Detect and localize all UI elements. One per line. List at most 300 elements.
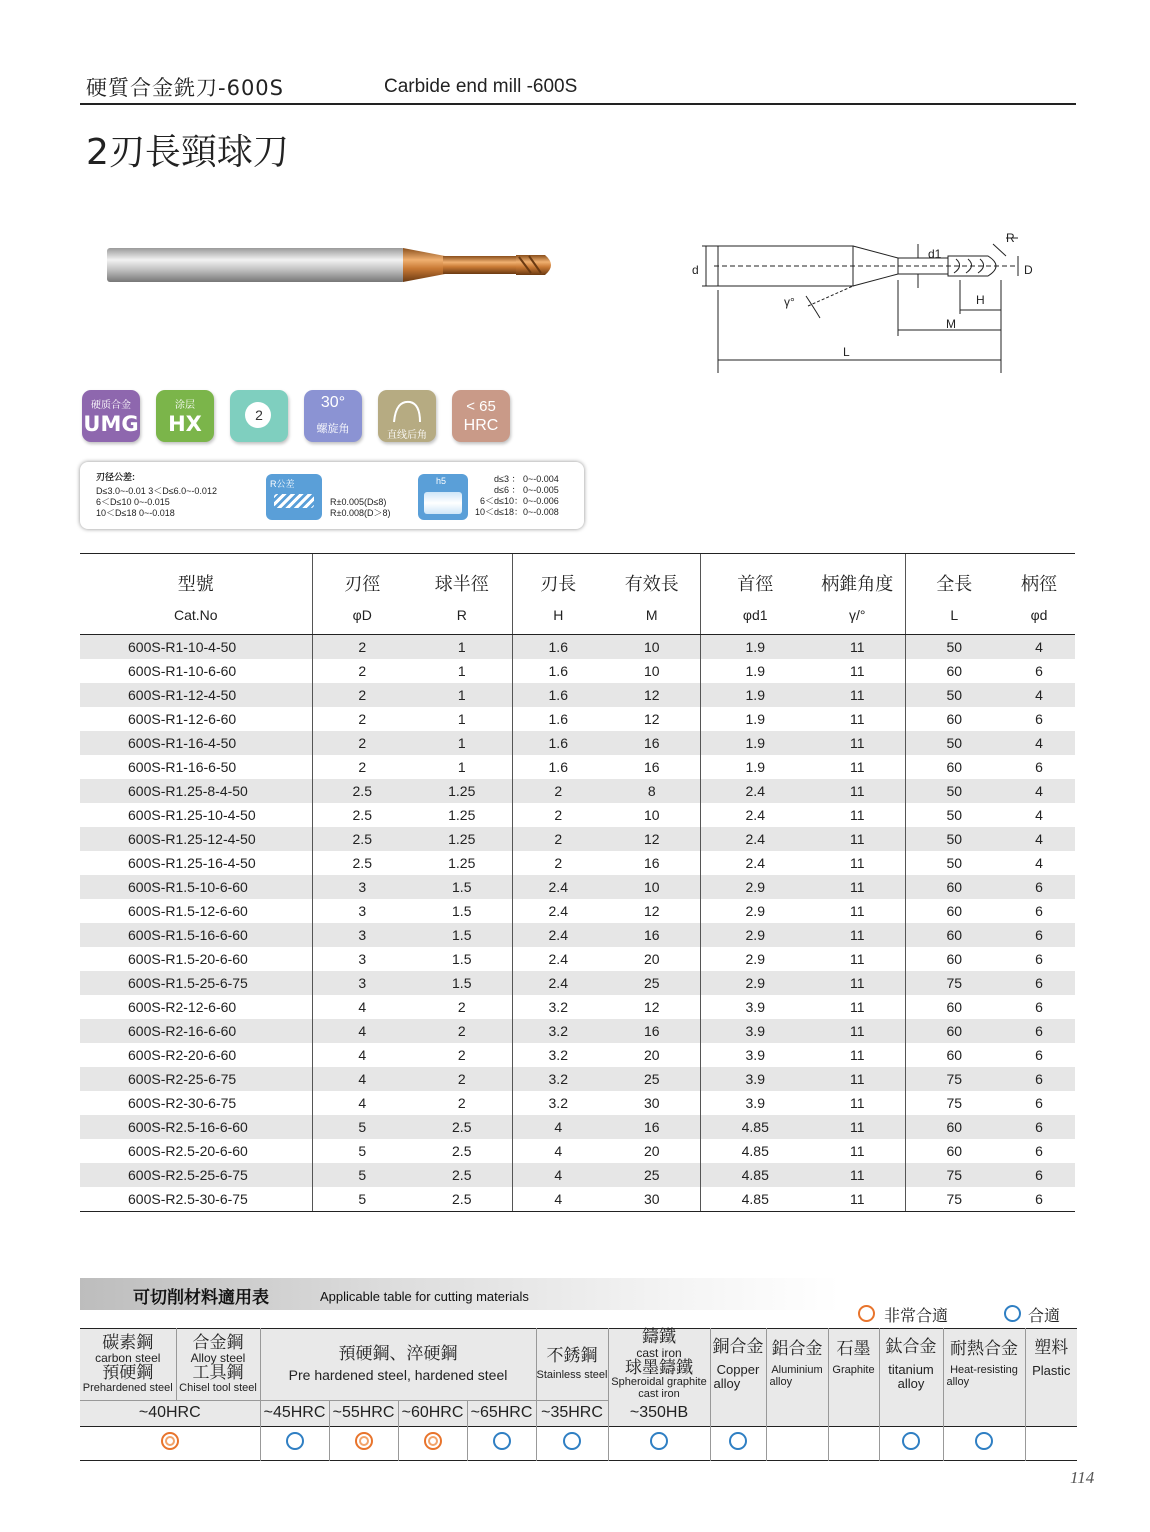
spec-cell: 11 xyxy=(810,683,905,707)
spec-cell: 20 xyxy=(643,1047,660,1063)
spec-cell: 20 xyxy=(643,951,660,967)
spec-cell: 2.5 xyxy=(412,1163,512,1187)
spec-cell: 6 xyxy=(1035,1095,1043,1111)
spec-cell: 1 xyxy=(412,635,512,660)
rating-cell xyxy=(329,1427,398,1461)
spec-cell: 4 xyxy=(1003,731,1075,755)
header-effective-length-en: M xyxy=(604,596,700,635)
header-ball-radius-en: R xyxy=(412,596,512,635)
cat-no-cell: 600S-R1.5-10-6-60 xyxy=(80,875,312,899)
spec-cell: 50 xyxy=(905,803,1003,827)
spec-cell: 6 xyxy=(1003,971,1075,995)
spec-cell: 1.25 xyxy=(448,807,476,823)
header-overall-length-cn: 全長 xyxy=(905,554,1003,597)
spec-cell: 11 xyxy=(849,1095,865,1111)
tolerance-line: 6＜D≤10 0~-0.015 xyxy=(96,497,170,507)
tolerance-panel xyxy=(80,462,584,529)
specification-table xyxy=(80,553,1075,1212)
spec-cell: 12 xyxy=(604,683,700,707)
rating-cell xyxy=(536,1427,608,1461)
spec-cell: 2 xyxy=(312,635,412,660)
hardness-60: ~60HRC xyxy=(398,1401,467,1427)
tool-steel-cn: 工具鋼 xyxy=(192,1363,244,1384)
header-shank-dia-en: φd xyxy=(1003,596,1075,635)
spec-cell: 60 xyxy=(905,1115,1003,1139)
spec-cell: 12 xyxy=(643,711,660,727)
table-row xyxy=(80,1187,1075,1212)
spec-cell: 4 xyxy=(512,1115,604,1139)
spec-cell: 2.4 xyxy=(512,899,604,923)
spec-cell: 4 xyxy=(312,995,412,1019)
spec-cell: 50 xyxy=(905,779,1003,803)
hardness-45: ~45HRC xyxy=(260,1401,329,1427)
table-row xyxy=(80,851,1075,875)
hardness-65: ~65HRC xyxy=(467,1401,536,1427)
spec-cell: 3.2 xyxy=(512,995,604,1019)
header-title-en: Carbide end mill -600S xyxy=(384,76,578,97)
spec-cell: 3.9 xyxy=(700,1067,810,1091)
spec-cell: 1.25 xyxy=(412,779,512,803)
spec-cell: 16 xyxy=(643,759,660,775)
header-neck-dia-cn: 首徑 xyxy=(700,554,810,597)
h5-tolerance-line: d≤6 ： 0~-0.005 xyxy=(494,485,559,495)
cat-no-cell: 600S-R1-10-6-60 xyxy=(128,663,237,679)
spec-cell: 6 xyxy=(1035,951,1043,967)
spec-cell: 1.25 xyxy=(412,827,512,851)
cast-iron-cn: 鑄鐵 xyxy=(642,1327,676,1348)
spec-cell: 1 xyxy=(457,663,466,679)
cat-no-cell: 600S-R1.25-12-4-50 xyxy=(80,827,312,851)
table-row xyxy=(80,923,1075,947)
ductile-iron-en: Spheroidal graphite xyxy=(611,1376,707,1389)
stainless-en: Stainless steel xyxy=(536,1368,608,1381)
spec-cell: 4 xyxy=(312,1091,412,1115)
header-neck-dia-en: φd1 xyxy=(700,596,810,635)
spec-cell: 3 xyxy=(312,947,412,971)
spec-cell: 12 xyxy=(604,827,700,851)
spec-cell: 60 xyxy=(905,659,1003,683)
cat-no-cell: 600S-R1-12-6-60 xyxy=(128,711,237,727)
spec-cell: 2.4 xyxy=(700,851,810,875)
spec-cell: 30 xyxy=(604,1187,700,1212)
spec-cell: 6 xyxy=(1035,903,1043,919)
table-row xyxy=(80,755,1075,779)
spec-cell: 11 xyxy=(849,855,865,871)
spec-cell: 1 xyxy=(457,711,466,727)
spec-cell: 2 xyxy=(512,851,604,875)
ductile-iron-cn: 球墨鑄鐵 xyxy=(625,1357,693,1378)
spec-cell: 4 xyxy=(512,1139,604,1163)
table-row xyxy=(80,899,1075,923)
spec-cell: 2.5 xyxy=(412,1115,512,1139)
spec-cell: 50 xyxy=(905,635,1003,660)
rating-cell xyxy=(467,1427,536,1461)
badge-hardness: < 65 HRC xyxy=(452,390,510,442)
dim-d1-label: d1 xyxy=(928,247,942,261)
spec-cell: 2.5 xyxy=(452,1143,472,1159)
spec-cell: 5 xyxy=(312,1163,412,1187)
spec-cell: 60 xyxy=(905,923,1003,947)
spec-cell: 2 xyxy=(457,1047,466,1063)
spec-cell: 2 xyxy=(512,827,604,851)
cat-no-cell: 600S-R1-16-4-50 xyxy=(80,731,312,755)
spec-cell: 20 xyxy=(643,1143,660,1159)
spec-cell: 11 xyxy=(849,903,865,919)
titanium-en: titanium xyxy=(888,1362,934,1378)
dim-h-label: H xyxy=(976,293,985,307)
spec-cell: 11 xyxy=(849,711,865,727)
spec-cell: 3 xyxy=(312,971,412,995)
spec-cell: 1.9 xyxy=(700,707,810,731)
spec-cell: 4 xyxy=(512,1163,604,1187)
rating-cell xyxy=(766,1427,828,1461)
cat-no-cell: 600S-R2.5-25-6-75 xyxy=(80,1163,312,1187)
spec-cell: 6 xyxy=(1035,1143,1043,1159)
cat-no-cell: 600S-R1.5-12-6-60 xyxy=(128,903,248,919)
table-row xyxy=(80,1019,1075,1043)
spec-cell: 11 xyxy=(810,971,905,995)
spec-cell: 2 xyxy=(312,755,412,779)
spec-cell: 1.5 xyxy=(452,903,472,919)
spec-cell: 1 xyxy=(457,759,466,775)
spec-cell: 6 xyxy=(1003,1163,1075,1187)
spec-cell: 2.5 xyxy=(312,779,412,803)
spec-cell: 60 xyxy=(905,995,1003,1019)
spec-cell: 60 xyxy=(905,707,1003,731)
copper-en: Copper xyxy=(716,1362,760,1378)
spec-cell: 4 xyxy=(1035,855,1043,871)
spec-cell: 4 xyxy=(1003,779,1075,803)
table-row xyxy=(80,635,1075,660)
spec-cell: 2 xyxy=(412,1067,512,1091)
spec-cell: 50 xyxy=(905,683,1003,707)
very-suitable-icon xyxy=(355,1432,373,1450)
aluminium-en2: alloy xyxy=(769,1375,793,1388)
spec-cell: 6 xyxy=(1003,1187,1075,1212)
spec-cell: 2 xyxy=(312,683,412,707)
suitable-icon xyxy=(729,1432,747,1450)
spec-cell: 4 xyxy=(1003,827,1075,851)
cat-no-cell: 600S-R1.5-16-6-60 xyxy=(80,923,312,947)
cast-iron-en: cast iron xyxy=(636,1345,682,1360)
r-tolerance-icon: R公差 xyxy=(266,474,322,520)
aluminium-cn: 鋁合金 xyxy=(771,1339,823,1360)
r-tolerance-line: R±0.008(D＞8) xyxy=(330,508,391,518)
spec-cell: 5 xyxy=(312,1187,412,1212)
spec-cell: 2.4 xyxy=(700,779,810,803)
spec-cell: 11 xyxy=(810,923,905,947)
very-suitable-icon xyxy=(161,1432,179,1450)
spec-cell: 16 xyxy=(604,923,700,947)
legend-suitable: 合適 xyxy=(1028,1308,1061,1325)
spec-cell: 60 xyxy=(905,1043,1003,1067)
spec-cell: 8 xyxy=(604,779,700,803)
badge-two-flute: 2 xyxy=(230,390,288,442)
materials-title-cn: 可切削材料適用表 xyxy=(133,1288,269,1308)
cat-no-cell: 600S-R2.5-30-6-75 xyxy=(80,1187,312,1212)
header-effective-length-cn: 有效長 xyxy=(604,554,700,597)
carbon-steel-en: carbon steel xyxy=(95,1351,161,1366)
table-row xyxy=(80,659,1075,683)
spec-cell: 4 xyxy=(512,1187,604,1212)
hardness-350hb: ~350HB xyxy=(608,1401,710,1427)
rating-cell xyxy=(398,1427,467,1461)
stainless-cn: 不銹鋼 xyxy=(546,1345,598,1366)
cat-no-cell: 600S-R1.25-16-4-50 xyxy=(128,855,256,871)
table-row xyxy=(80,875,1075,899)
spec-cell: 6 xyxy=(1035,663,1043,679)
spec-cell: 1.25 xyxy=(448,855,476,871)
spec-cell: 2.4 xyxy=(512,923,604,947)
badge-carbide-umg: 硬质合金 UMG xyxy=(82,390,140,442)
header-title-cn: 硬質合金銑刀-600S xyxy=(86,76,284,100)
spec-cell: 11 xyxy=(810,1163,905,1187)
spec-cell: 25 xyxy=(604,971,700,995)
dim-d-label: d xyxy=(692,263,699,277)
spec-cell: 16 xyxy=(604,1115,700,1139)
spec-cell: 10 xyxy=(643,663,660,679)
aluminium-en: Aluminium xyxy=(771,1364,823,1377)
spec-cell: 25 xyxy=(604,1067,700,1091)
h5-tolerance-line: d≤3 ： 0~-0.004 xyxy=(494,474,559,484)
spec-cell: 2 xyxy=(312,707,412,731)
header-taper-angle-cn: 柄錐角度 xyxy=(810,554,905,597)
spec-cell: 11 xyxy=(810,731,905,755)
spec-cell: 2.9 xyxy=(700,923,810,947)
r-tolerance-line: R±0.005(D≤8) xyxy=(330,497,387,507)
spec-cell: 4 xyxy=(1003,683,1075,707)
page-number: 114 xyxy=(1070,1468,1095,1487)
spec-cell: 1.9 xyxy=(700,731,810,755)
spec-cell: 2 xyxy=(512,803,604,827)
spec-cell: 2.4 xyxy=(512,875,604,899)
tolerance-line: 10＜D≤18 0~-0.018 xyxy=(96,508,175,518)
plastic-en: Plastic xyxy=(1032,1363,1071,1379)
spec-cell: 2.9 xyxy=(700,947,810,971)
spec-cell: 2 xyxy=(312,731,412,755)
spec-cell: 6 xyxy=(1003,923,1075,947)
table-row xyxy=(80,707,1075,731)
graphite-en: Graphite xyxy=(832,1364,875,1377)
spec-cell: 3.2 xyxy=(512,1091,604,1115)
table-row xyxy=(80,1115,1075,1139)
spec-cell: 1 xyxy=(412,683,512,707)
tolerance-line: D≤3.0~-0.01 3＜D≤6.0~-0.012 xyxy=(96,486,217,496)
spec-cell: 75 xyxy=(905,971,1003,995)
spec-cell: 2.5 xyxy=(412,1187,512,1212)
header-rule xyxy=(80,103,1076,105)
spec-cell: 16 xyxy=(604,1019,700,1043)
spec-cell: 11 xyxy=(810,1019,905,1043)
badge-helix-angle: 30° 螺旋角 xyxy=(304,390,362,442)
spec-cell: 2.9 xyxy=(700,899,810,923)
hardened-steel-en: Pre hardened steel, hardened steel xyxy=(288,1367,508,1384)
spec-cell: 1.9 xyxy=(700,659,810,683)
spec-cell: 2 xyxy=(457,1095,466,1111)
spec-cell: 11 xyxy=(810,827,905,851)
cat-no-cell: 600S-R2.5-16-6-60 xyxy=(80,1115,312,1139)
spec-cell: 60 xyxy=(905,947,1003,971)
spec-cell: 3.2 xyxy=(512,1019,604,1043)
spec-cell: 3.2 xyxy=(512,1043,604,1067)
spec-cell: 6 xyxy=(1003,875,1075,899)
spec-cell: 2 xyxy=(312,659,412,683)
spec-cell: 12 xyxy=(643,999,660,1015)
cat-no-cell: 600S-R2-25-6-75 xyxy=(80,1067,312,1091)
table-row xyxy=(80,1043,1075,1067)
table-row xyxy=(80,731,1075,755)
rating-cell xyxy=(608,1427,710,1461)
spec-cell: 11 xyxy=(810,635,905,660)
spec-cell: 2.5 xyxy=(312,851,412,875)
table-row xyxy=(80,683,1075,707)
h5-tolerance-line: 10＜d≤18：0~-0.008 xyxy=(475,507,559,517)
header-taper-angle-en: γ/° xyxy=(810,596,905,635)
suitable-icon xyxy=(902,1432,920,1450)
spec-cell: 3.9 xyxy=(700,1091,810,1115)
spec-cell: 2.4 xyxy=(512,971,604,995)
spec-cell: 11 xyxy=(849,999,865,1015)
rating-cell xyxy=(879,1427,943,1461)
titanium-en2: alloy xyxy=(897,1375,925,1391)
spec-cell: 3 xyxy=(312,923,412,947)
badge-straight-relief: 直线后角 xyxy=(378,390,436,442)
spec-cell: 25 xyxy=(604,1163,700,1187)
titanium-cn: 鈦合金 xyxy=(885,1337,937,1358)
spec-cell: 75 xyxy=(905,1091,1003,1115)
end-mill-product-image xyxy=(105,240,565,290)
rating-cell xyxy=(1025,1427,1077,1461)
end-mill-technical-drawing xyxy=(688,228,1048,376)
spec-cell: 3.9 xyxy=(700,1019,810,1043)
rating-cell xyxy=(260,1427,329,1461)
spec-cell: 11 xyxy=(849,807,865,823)
spec-cell: 11 xyxy=(849,663,865,679)
spec-cell: 10 xyxy=(604,875,700,899)
spec-cell: 11 xyxy=(810,1115,905,1139)
spec-cell: 75 xyxy=(905,1067,1003,1091)
hardness-35: ~35HRC xyxy=(536,1401,608,1427)
header-cat-no-cn: 型號 xyxy=(80,554,312,597)
table-row xyxy=(80,971,1075,995)
spec-cell: 11 xyxy=(849,1143,865,1159)
rating-cell xyxy=(80,1427,260,1461)
spec-cell: 10 xyxy=(604,635,700,660)
spec-cell: 6 xyxy=(1003,1019,1075,1043)
header-flute-length-en: H xyxy=(512,596,604,635)
spec-cell: 6 xyxy=(1003,1115,1075,1139)
spec-cell: 4.85 xyxy=(700,1139,810,1163)
spec-cell: 1.5 xyxy=(452,951,472,967)
spec-cell: 4 xyxy=(312,1043,412,1067)
cat-no-cell: 600S-R1.5-25-6-75 xyxy=(80,971,312,995)
hardness-40: ~40HRC xyxy=(80,1401,260,1427)
h5-tolerance-icon: h5 xyxy=(418,474,468,520)
cat-no-cell: 600S-R1.25-8-4-50 xyxy=(80,779,312,803)
suitable-icon xyxy=(650,1432,668,1450)
spec-cell: 50 xyxy=(905,827,1003,851)
spec-cell: 2.4 xyxy=(512,947,604,971)
spec-cell: 4.85 xyxy=(700,1163,810,1187)
cat-no-cell: 600S-R1.5-20-6-60 xyxy=(128,951,248,967)
cat-no-cell: 600S-R1-10-4-50 xyxy=(80,635,312,660)
copper-cn: 銅合金 xyxy=(712,1337,764,1358)
spec-cell: 1 xyxy=(412,731,512,755)
table-row xyxy=(80,1139,1075,1163)
spec-cell: 1.5 xyxy=(412,923,512,947)
suitable-icon xyxy=(975,1432,993,1450)
plastic-cn: 塑料 xyxy=(1034,1338,1069,1359)
spec-cell: 2.5 xyxy=(312,803,412,827)
table-row xyxy=(80,1067,1075,1091)
alloy-steel-en: Alloy steel xyxy=(190,1351,246,1366)
rating-cell xyxy=(943,1427,1025,1461)
suitable-icon xyxy=(1004,1305,1021,1322)
header-cutting-dia-cn: 刃徑 xyxy=(312,554,412,597)
cat-no-cell: 600S-R2-16-6-60 xyxy=(80,1019,312,1043)
spec-cell: 2.9 xyxy=(700,971,810,995)
header-shank-dia-cn: 柄徑 xyxy=(1003,554,1075,597)
alloy-steel-cn: 合金鋼 xyxy=(192,1332,244,1353)
spec-cell: 3 xyxy=(312,899,412,923)
spec-cell: 1.9 xyxy=(700,755,810,779)
spec-cell: 11 xyxy=(810,1187,905,1212)
table-row xyxy=(80,995,1075,1019)
spec-cell: 4 xyxy=(1035,807,1043,823)
spec-cell: 11 xyxy=(810,1067,905,1091)
tolerance-title: 刃径公差: xyxy=(96,472,135,482)
cat-no-cell: 600S-R2.5-20-6-60 xyxy=(128,1143,248,1159)
spec-cell: 4.85 xyxy=(700,1115,810,1139)
spec-cell: 1.9 xyxy=(700,683,810,707)
table-row xyxy=(80,1091,1075,1115)
spec-cell: 6 xyxy=(1003,1067,1075,1091)
spec-cell: 30 xyxy=(643,1095,660,1111)
spec-cell: 3.9 xyxy=(700,1043,810,1067)
spec-cell: 12 xyxy=(643,903,660,919)
header-ball-radius-cn: 球半徑 xyxy=(412,554,512,597)
dim-m-label: M xyxy=(946,317,956,331)
hardness-55: ~55HRC xyxy=(329,1401,398,1427)
header-overall-length-en: L xyxy=(905,596,1003,635)
very-suitable-icon xyxy=(858,1305,875,1322)
spec-cell: 5 xyxy=(312,1115,412,1139)
heat-resisting-en: Heat-resisting xyxy=(950,1364,1018,1377)
spec-cell: 3 xyxy=(312,875,412,899)
spec-cell: 11 xyxy=(810,875,905,899)
very-suitable-icon xyxy=(424,1432,442,1450)
spec-cell: 2.5 xyxy=(312,827,412,851)
spec-cell: 50 xyxy=(905,851,1003,875)
carbon-steel-cn: 碳素鋼 xyxy=(102,1332,154,1353)
rating-cell xyxy=(828,1427,879,1461)
spec-cell: 1.5 xyxy=(412,875,512,899)
spec-cell: 6 xyxy=(1035,759,1043,775)
spec-cell: 1.6 xyxy=(512,731,604,755)
dim-gamma-label: γ° xyxy=(784,295,795,309)
spec-cell: 11 xyxy=(849,759,865,775)
spec-cell: 2.4 xyxy=(700,827,810,851)
spec-cell: 2 xyxy=(512,779,604,803)
graphite-cn: 石墨 xyxy=(836,1339,871,1360)
spec-cell: 5 xyxy=(312,1139,412,1163)
spec-cell: 60 xyxy=(905,899,1003,923)
dim-r-label: R xyxy=(1006,231,1015,245)
table-row xyxy=(80,1163,1075,1187)
spec-cell: 6 xyxy=(1035,1047,1043,1063)
spec-cell: 6 xyxy=(1035,999,1043,1015)
spec-cell: 1.9 xyxy=(700,635,810,660)
